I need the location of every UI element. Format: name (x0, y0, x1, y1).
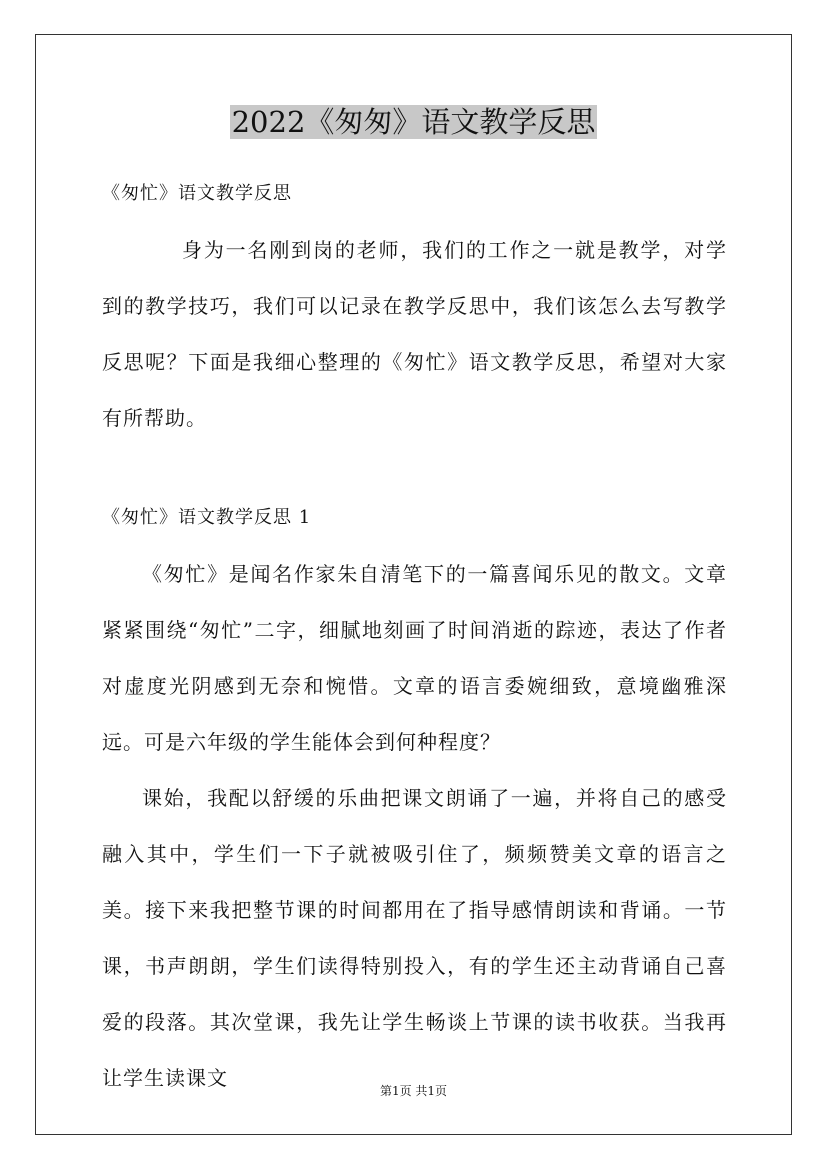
document-body (102, 166, 727, 1106)
intro-paragraph: 身为一名刚到岗的老师，我们的工作之一就是教学，对学到的教学技巧，我们可以记录在教学反思中，我们该怎么去写教学反思呢？下面是我细心整理的《匆忙》语文教学反思，希望对大家有所帮助。 (102, 238, 727, 430)
document-title-text: 2022《匆匆》语文教学反思 (231, 105, 596, 139)
spacer (102, 446, 727, 490)
document-title (0, 100, 827, 144)
section-paragraph: 《匆忙》是闻名作家朱自清笔下的一篇喜闻乐见的散文。文章紧紧围绕“匆忙”二字，细腻地刻画了时间消逝的踪迹，表达了作者对虚度光阴感到无奈和惋惜。文章的语言委婉细致，意境幽雅深远。可是六年级的学生能体会到何种程度？ (102, 562, 727, 754)
section-paragraph: 课始，我配以舒缓的乐曲把课文朗诵了一遍，并将自己的感受融入其中，学生们一下子就被吸引住了，频频赞美文章的语言之美。接下来我把整节课的时间都用在了指导感情朗读和背诵。一节课，书声朗朗，学生们读得特别投入，有的学生还主动背诵自己喜爱的段落。其次堂课，我先让学生畅谈上节课的读书收获。当我再让学生读课文 (102, 786, 727, 1090)
section-heading: 《匆忙》语文教学反思 1 (102, 507, 312, 528)
page-footer: 第1页 共1页 (379, 1084, 448, 1098)
intro-heading: 《匆忙》语文教学反思 (102, 183, 292, 204)
